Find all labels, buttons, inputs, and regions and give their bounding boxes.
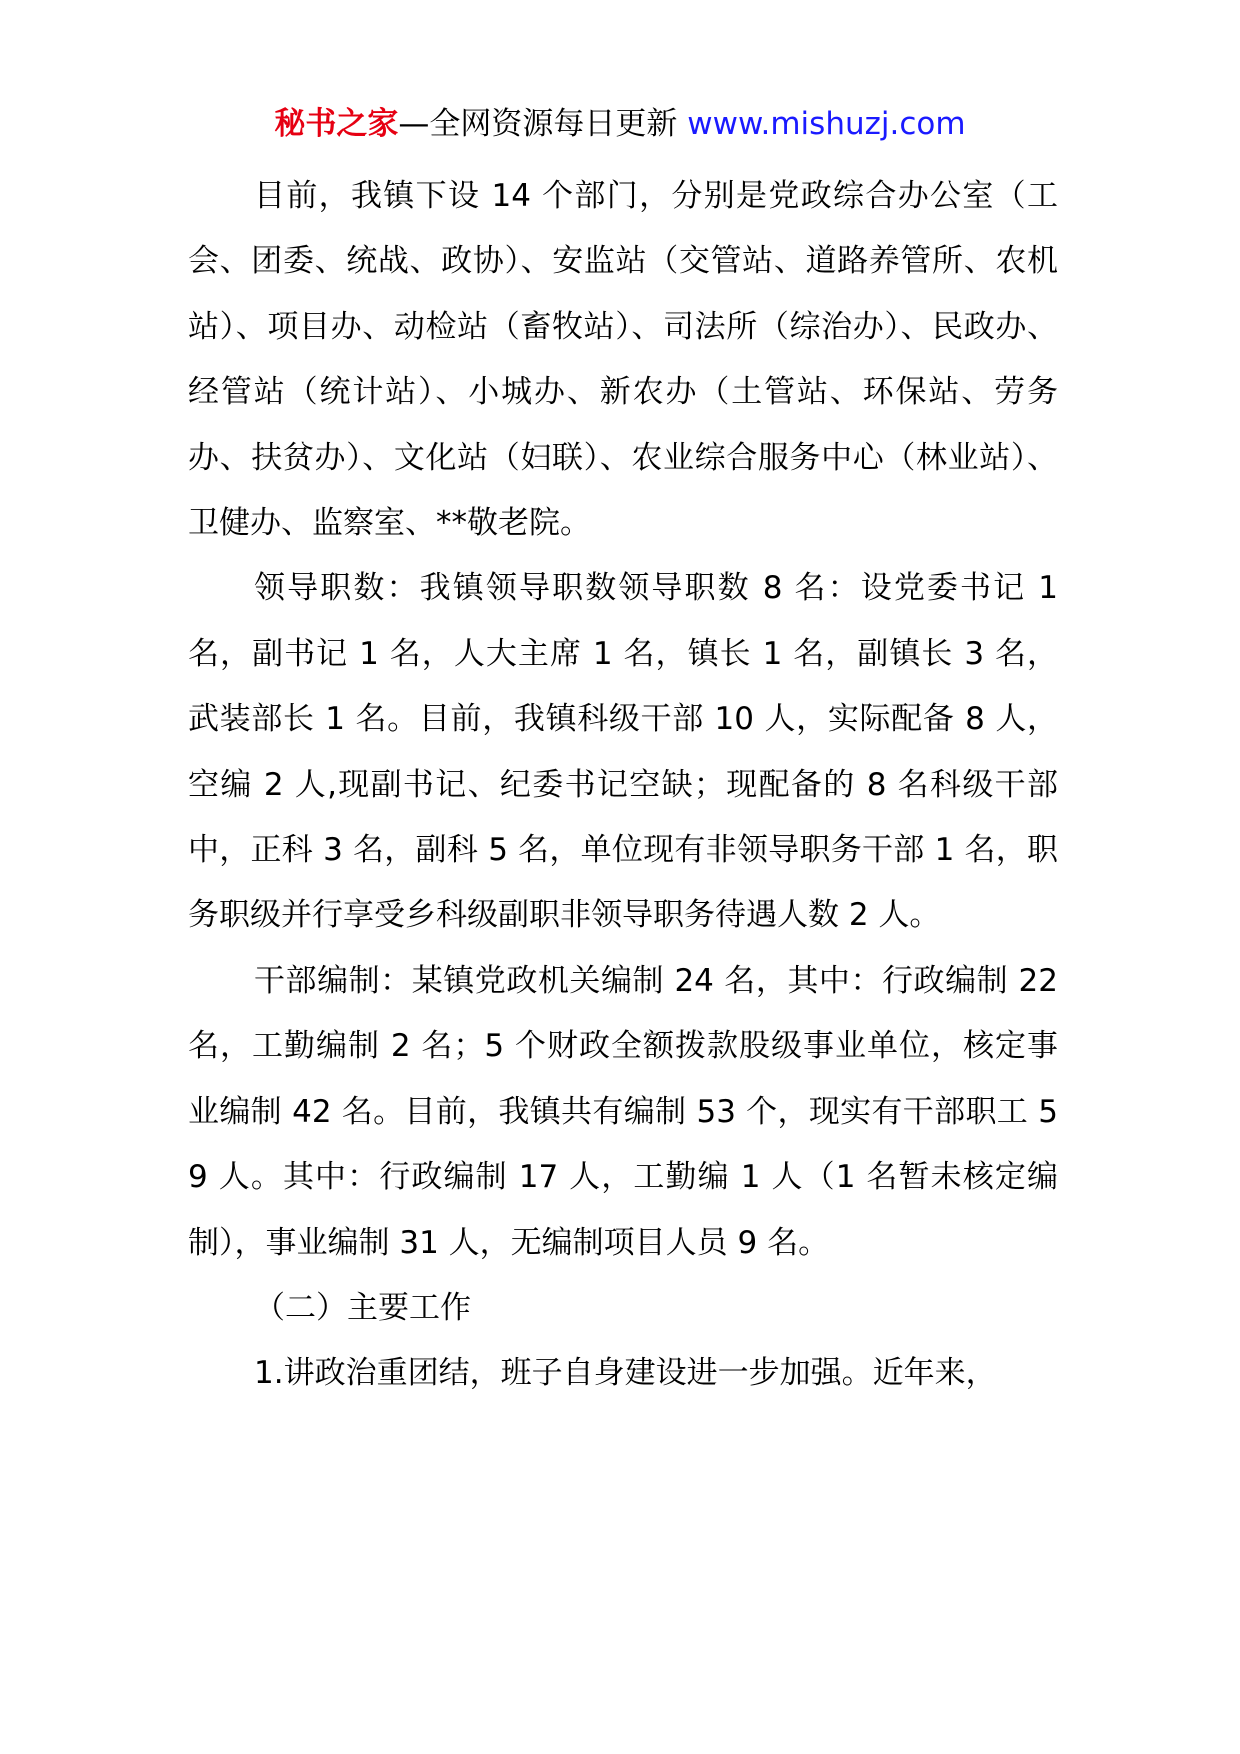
paragraph-staffing: 干部编制：某镇党政机关编制 24 名，其中：行政编制 22 名，工勤编制 2 名；5 个财政全额拨款股级事业单位，核定事业编制 42 名。目前，我镇共有编制 53 个，现实有干部职工 59 人。其中：行政编制 17 人，工勤编 1 人（1 名暂未核定编制），事业编制 31 人，无编制项目人员 9 名。 [188, 962, 1058, 1261]
document-body [188, 164, 1058, 1407]
header-tagline: —全网资源每日更新 [398, 106, 678, 142]
brand-name: 秘书之家 [274, 106, 399, 142]
paragraph-departments: 目前，我镇下设 14 个部门，分别是党政综合办公室（工会、团委、统战、政协）、安监站（交管站、道路养管所、农机站）、项目办、动检站（畜牧站）、司法所（综治办）、民政办、经管站（统计站）、小城办、新农办（土管站、环保站、劳务办、扶贫办）、文化站（妇联）、农业综合服务中心（林业站）、卫健办、监察室、**敬老院。 [188, 178, 1058, 542]
paragraph-politics-unity: 1.讲政治重团结，班子自身建设进一步加强。近年来， [254, 1355, 997, 1392]
site-url-link[interactable]: www.mishuzj.com [687, 106, 966, 142]
site-header [0, 102, 1240, 146]
paragraph-leadership: 领导职数：我镇领导职数领导职数 8 名：设党委书记 1 名，副书记 1 名，人大主席 1 名，镇长 1 名，副镇长 3 名，武装部长 1 名。目前，我镇科级干部 10 人，实际配备 8 人，空编 2 人,现副书记、纪委书记空缺；现配备的 8 名科级干部中，正科 3 名，副科 5 名，单位现有非领导职务干部 1 名，职务职级并行享受乡科级副职非领导职务待遇人数 2 人。 [188, 570, 1058, 934]
section-heading-main-work: （二）主要工作 [254, 1289, 471, 1326]
